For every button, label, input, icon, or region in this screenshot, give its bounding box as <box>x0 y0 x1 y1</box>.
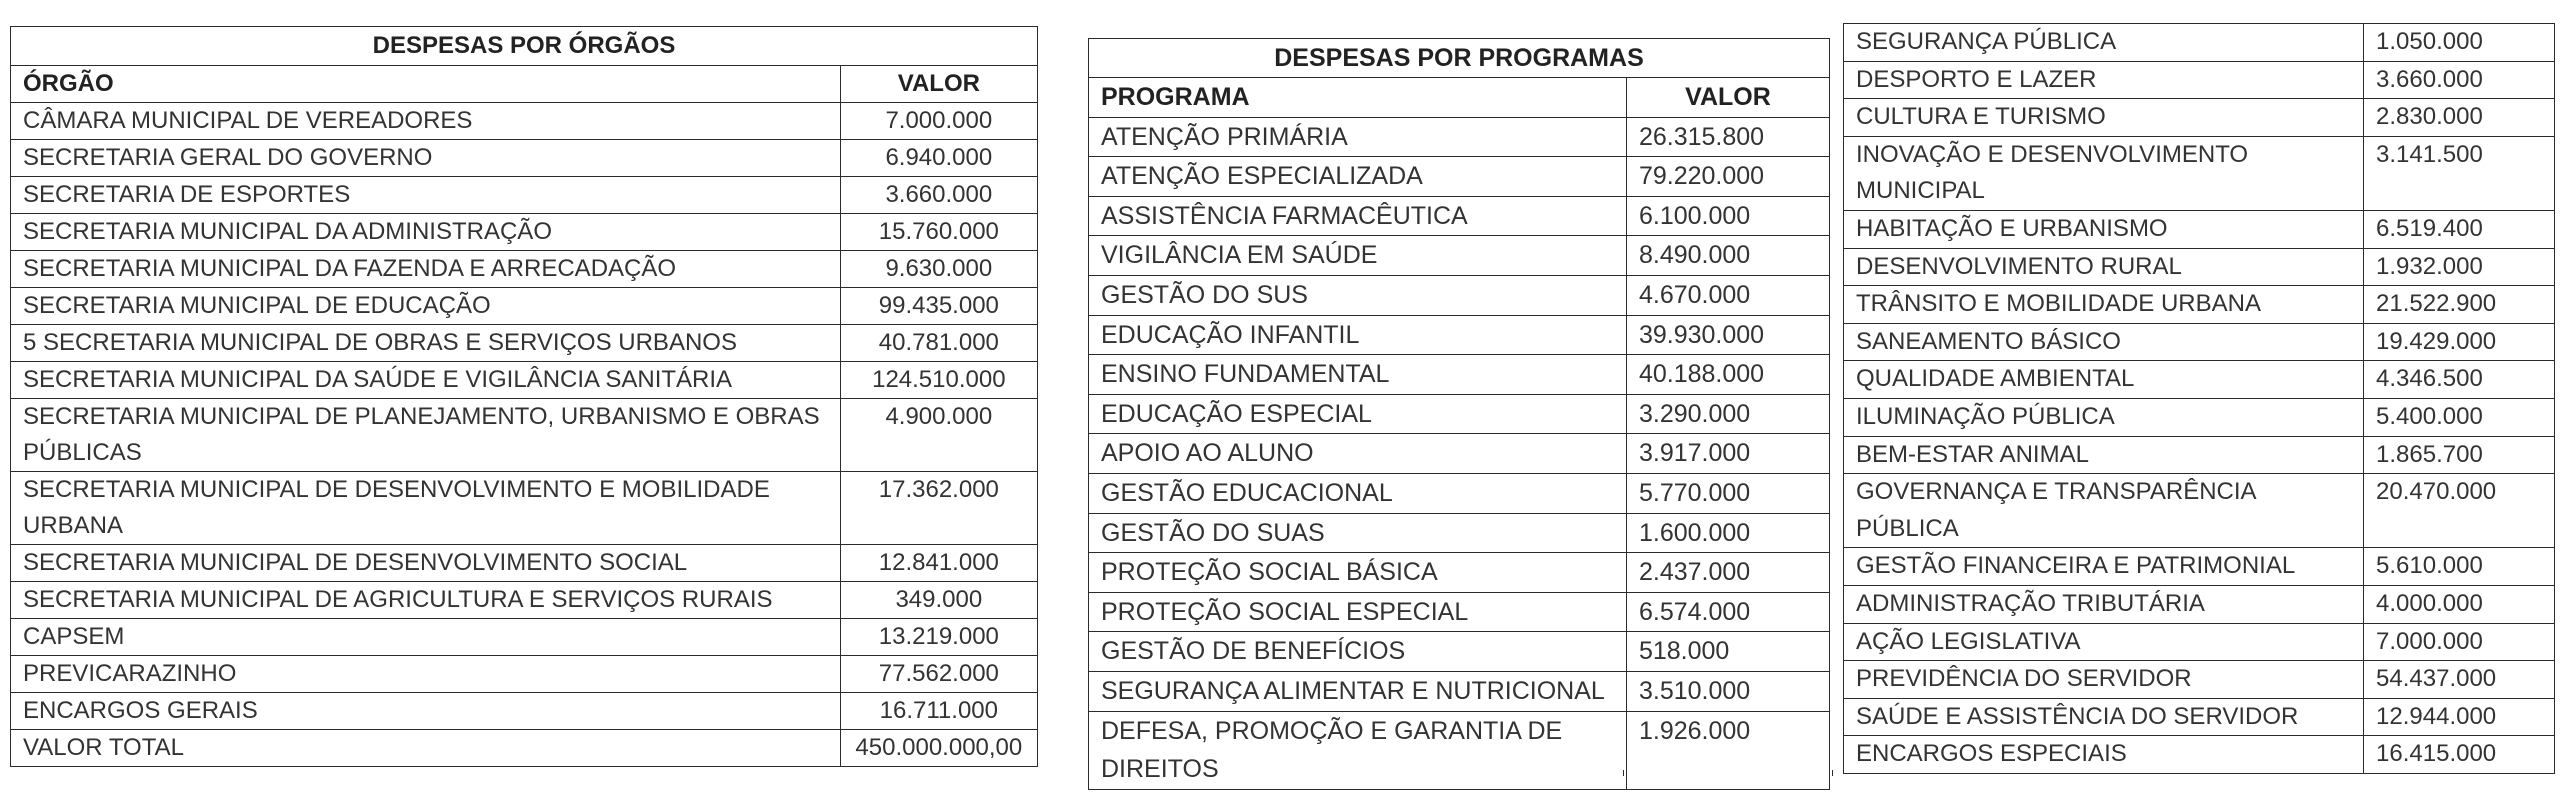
row-value: 450.000.000,00 <box>840 730 1037 767</box>
table-continuation-divider <box>1623 770 1624 776</box>
row-label: SECRETARIA MUNICIPAL DE EDUCAÇÃO <box>11 288 841 325</box>
row-label: APOIO AO ALUNO <box>1089 434 1627 474</box>
row-label: PROTEÇÃO SOCIAL BÁSICA <box>1089 553 1627 593</box>
table-row <box>1844 698 2555 736</box>
row-label: SECRETARIA MUNICIPAL DE DESENVOLVIMENTO SOCIAL <box>11 545 841 582</box>
row-value: 8.490.000 <box>1626 236 1829 276</box>
programas-table-right <box>1843 23 2555 774</box>
row-value: 15.760.000 <box>840 214 1037 251</box>
orgaos-table-body <box>11 103 1038 767</box>
row-label: ADMINISTRAÇÃO TRIBUTÁRIA <box>1844 585 2364 623</box>
table-row <box>1844 585 2555 623</box>
table-row <box>1844 474 2555 548</box>
table-row <box>1089 157 1830 197</box>
row-value: 13.219.000 <box>840 619 1037 656</box>
table-row <box>11 288 1038 325</box>
row-label: PROTEÇÃO SOCIAL ESPECIAL <box>1089 592 1627 632</box>
table-row <box>1089 632 1830 672</box>
row-value: 6.574.000 <box>1626 592 1829 632</box>
row-label: QUALIDADE AMBIENTAL <box>1844 361 2364 399</box>
table-row <box>11 619 1038 656</box>
orgaos-column-header-label: ÓRGÃO <box>11 66 841 103</box>
table-row <box>1844 99 2555 137</box>
row-value: 4.900.000 <box>840 399 1037 472</box>
row-label: SEGURANÇA PÚBLICA <box>1844 24 2364 62</box>
table-row <box>1089 275 1830 315</box>
row-value: 7.000.000 <box>2364 623 2555 661</box>
row-value: 6.100.000 <box>1626 196 1829 236</box>
table-row <box>1089 355 1830 395</box>
row-value: 5.610.000 <box>2364 548 2555 586</box>
row-value: 2.437.000 <box>1626 553 1829 593</box>
row-label: BEM-ESTAR ANIMAL <box>1844 436 2364 474</box>
table-row <box>1844 623 2555 661</box>
programas-header-row <box>1089 78 1830 118</box>
row-label: SECRETARIA MUNICIPAL DE AGRICULTURA E SERVIÇOS RURAIS <box>11 582 841 619</box>
table-row <box>1844 736 2555 774</box>
programas-title-row <box>1089 39 1830 78</box>
row-label: GESTÃO DO SUS <box>1089 275 1627 315</box>
row-value: 1.926.000 <box>1626 711 1829 789</box>
row-value: 2.830.000 <box>2364 99 2555 137</box>
row-label: PREVICARAZINHO <box>11 656 841 693</box>
row-value: 17.362.000 <box>840 472 1037 545</box>
orgaos-column-header-value: VALOR <box>840 66 1037 103</box>
table-row <box>11 214 1038 251</box>
orgaos-table-title: DESPESAS POR ÓRGÃOS <box>11 27 1038 66</box>
programas-table-title: DESPESAS POR PROGRAMAS <box>1089 39 1830 78</box>
row-value: 5.400.000 <box>2364 398 2555 436</box>
table-row <box>1844 548 2555 586</box>
table-row <box>11 140 1038 177</box>
table-row <box>1844 361 2555 399</box>
orgaos-table <box>10 26 1038 767</box>
row-label: HABITAÇÃO E URBANISMO <box>1844 210 2364 248</box>
row-value: 518.000 <box>1626 632 1829 672</box>
table-row <box>1089 394 1830 434</box>
table-row <box>1089 236 1830 276</box>
row-value: 16.415.000 <box>2364 736 2555 774</box>
row-value: 6.940.000 <box>840 140 1037 177</box>
row-value: 1.600.000 <box>1626 513 1829 553</box>
table-row <box>1089 196 1830 236</box>
table-row <box>1844 398 2555 436</box>
row-value: 1.932.000 <box>2364 248 2555 286</box>
row-value: 12.944.000 <box>2364 698 2555 736</box>
row-label: GESTÃO DE BENEFÍCIOS <box>1089 632 1627 672</box>
row-value: 3.660.000 <box>840 177 1037 214</box>
row-label: SECRETARIA MUNICIPAL DE DESENVOLVIMENTO E MOBILIDADE URBANA <box>11 472 841 545</box>
table-row <box>1089 592 1830 632</box>
row-label: ENCARGOS GERAIS <box>11 693 841 730</box>
row-label: SAÚDE E ASSISTÊNCIA DO SERVIDOR <box>1844 698 2364 736</box>
row-value: 39.930.000 <box>1626 315 1829 355</box>
row-label: DESPORTO E LAZER <box>1844 61 2364 99</box>
table-row <box>11 730 1038 767</box>
row-label: ILUMINAÇÃO PÚBLICA <box>1844 398 2364 436</box>
row-label: ENCARGOS ESPECIAIS <box>1844 736 2364 774</box>
row-label: ENSINO FUNDAMENTAL <box>1089 355 1627 395</box>
row-label: SECRETARIA DE ESPORTES <box>11 177 841 214</box>
row-label: VALOR TOTAL <box>11 730 841 767</box>
row-value: 7.000.000 <box>840 103 1037 140</box>
row-label: ATENÇÃO ESPECIALIZADA <box>1089 157 1627 197</box>
orgaos-title-row <box>11 27 1038 66</box>
programas-table-left <box>1088 38 1830 790</box>
row-label: GESTÃO FINANCEIRA E PATRIMONIAL <box>1844 548 2364 586</box>
row-value: 77.562.000 <box>840 656 1037 693</box>
row-value: 4.000.000 <box>2364 585 2555 623</box>
table-row <box>1089 671 1830 711</box>
table-row <box>11 103 1038 140</box>
row-value: 1.865.700 <box>2364 436 2555 474</box>
table-row <box>11 656 1038 693</box>
table-row <box>11 582 1038 619</box>
row-label: SECRETARIA MUNICIPAL DA ADMINISTRAÇÃO <box>11 214 841 251</box>
row-value: 21.522.900 <box>2364 286 2555 324</box>
table-row <box>1089 711 1830 789</box>
row-label: PREVIDÊNCIA DO SERVIDOR <box>1844 661 2364 699</box>
row-label: INOVAÇÃO E DESENVOLVIMENTO MUNICIPAL <box>1844 136 2364 210</box>
row-value: 4.346.500 <box>2364 361 2555 399</box>
row-label: SANEAMENTO BÁSICO <box>1844 323 2364 361</box>
orgaos-header-row <box>11 66 1038 103</box>
row-value: 3.141.500 <box>2364 136 2555 210</box>
row-label: CÂMARA MUNICIPAL DE VEREADORES <box>11 103 841 140</box>
row-label: SECRETARIA MUNICIPAL DA SAÚDE E VIGILÂNCIA SANITÁRIA <box>11 362 841 399</box>
row-value: 99.435.000 <box>840 288 1037 325</box>
row-value: 16.711.000 <box>840 693 1037 730</box>
programas-left-body <box>1089 117 1830 789</box>
table-row <box>1089 553 1830 593</box>
row-label: SECRETARIA MUNICIPAL DA FAZENDA E ARRECADAÇÃO <box>11 251 841 288</box>
row-label: GESTÃO EDUCACIONAL <box>1089 473 1627 513</box>
row-value: 9.630.000 <box>840 251 1037 288</box>
row-label: AÇÃO LEGISLATIVA <box>1844 623 2364 661</box>
row-label: EDUCAÇÃO ESPECIAL <box>1089 394 1627 434</box>
table-row <box>1089 315 1830 355</box>
table-row <box>1089 473 1830 513</box>
row-label: GESTÃO DO SUAS <box>1089 513 1627 553</box>
table-row <box>1844 661 2555 699</box>
programas-right-body <box>1844 24 2555 774</box>
programas-column-header-label: PROGRAMA <box>1089 78 1627 118</box>
row-value: 349.000 <box>840 582 1037 619</box>
row-value: 19.429.000 <box>2364 323 2555 361</box>
table-row <box>11 399 1038 472</box>
table-row <box>1089 513 1830 553</box>
table-row <box>11 472 1038 545</box>
row-value: 3.290.000 <box>1626 394 1829 434</box>
programas-column-header-value: VALOR <box>1626 78 1829 118</box>
row-value: 124.510.000 <box>840 362 1037 399</box>
row-label: DESENVOLVIMENTO RURAL <box>1844 248 2364 286</box>
table-row <box>11 693 1038 730</box>
row-value: 40.781.000 <box>840 325 1037 362</box>
table-row <box>11 545 1038 582</box>
row-value: 3.660.000 <box>2364 61 2555 99</box>
row-value: 54.437.000 <box>2364 661 2555 699</box>
row-label: 5 SECRETARIA MUNICIPAL DE OBRAS E SERVIÇOS URBANOS <box>11 325 841 362</box>
row-label: ASSISTÊNCIA FARMACÊUTICA <box>1089 196 1627 236</box>
table-row <box>11 362 1038 399</box>
table-row <box>1089 434 1830 474</box>
table-row <box>1844 61 2555 99</box>
table-row <box>11 325 1038 362</box>
row-label: VIGILÂNCIA EM SAÚDE <box>1089 236 1627 276</box>
table-continuation-edge <box>1088 770 1833 776</box>
table-row <box>1844 286 2555 324</box>
row-label: DEFESA, PROMOÇÃO E GARANTIA DE DIREITOS <box>1089 711 1627 789</box>
row-label: CAPSEM <box>11 619 841 656</box>
row-label: CULTURA E TURISMO <box>1844 99 2364 137</box>
table-row <box>1844 248 2555 286</box>
row-label: SEGURANÇA ALIMENTAR E NUTRICIONAL <box>1089 671 1627 711</box>
row-value: 6.519.400 <box>2364 210 2555 248</box>
row-label: EDUCAÇÃO INFANTIL <box>1089 315 1627 355</box>
row-value: 4.670.000 <box>1626 275 1829 315</box>
row-label: TRÂNSITO E MOBILIDADE URBANA <box>1844 286 2364 324</box>
row-value: 1.050.000 <box>2364 24 2555 62</box>
table-row <box>1844 24 2555 62</box>
table-row <box>11 177 1038 214</box>
table-row <box>1844 210 2555 248</box>
table-row <box>1844 436 2555 474</box>
table-row <box>1844 323 2555 361</box>
table-row <box>1089 117 1830 157</box>
row-value: 20.470.000 <box>2364 474 2555 548</box>
row-value: 26.315.800 <box>1626 117 1829 157</box>
row-label: SECRETARIA GERAL DO GOVERNO <box>11 140 841 177</box>
row-value: 3.510.000 <box>1626 671 1829 711</box>
row-value: 5.770.000 <box>1626 473 1829 513</box>
row-label: ATENÇÃO PRIMÁRIA <box>1089 117 1627 157</box>
row-value: 40.188.000 <box>1626 355 1829 395</box>
table-row <box>11 251 1038 288</box>
table-row <box>1844 136 2555 210</box>
row-label: SECRETARIA MUNICIPAL DE PLANEJAMENTO, URBANISMO E OBRAS PÚBLICAS <box>11 399 841 472</box>
row-value: 3.917.000 <box>1626 434 1829 474</box>
row-value: 79.220.000 <box>1626 157 1829 197</box>
row-value: 12.841.000 <box>840 545 1037 582</box>
row-label: GOVERNANÇA E TRANSPARÊNCIA PÚBLICA <box>1844 474 2364 548</box>
